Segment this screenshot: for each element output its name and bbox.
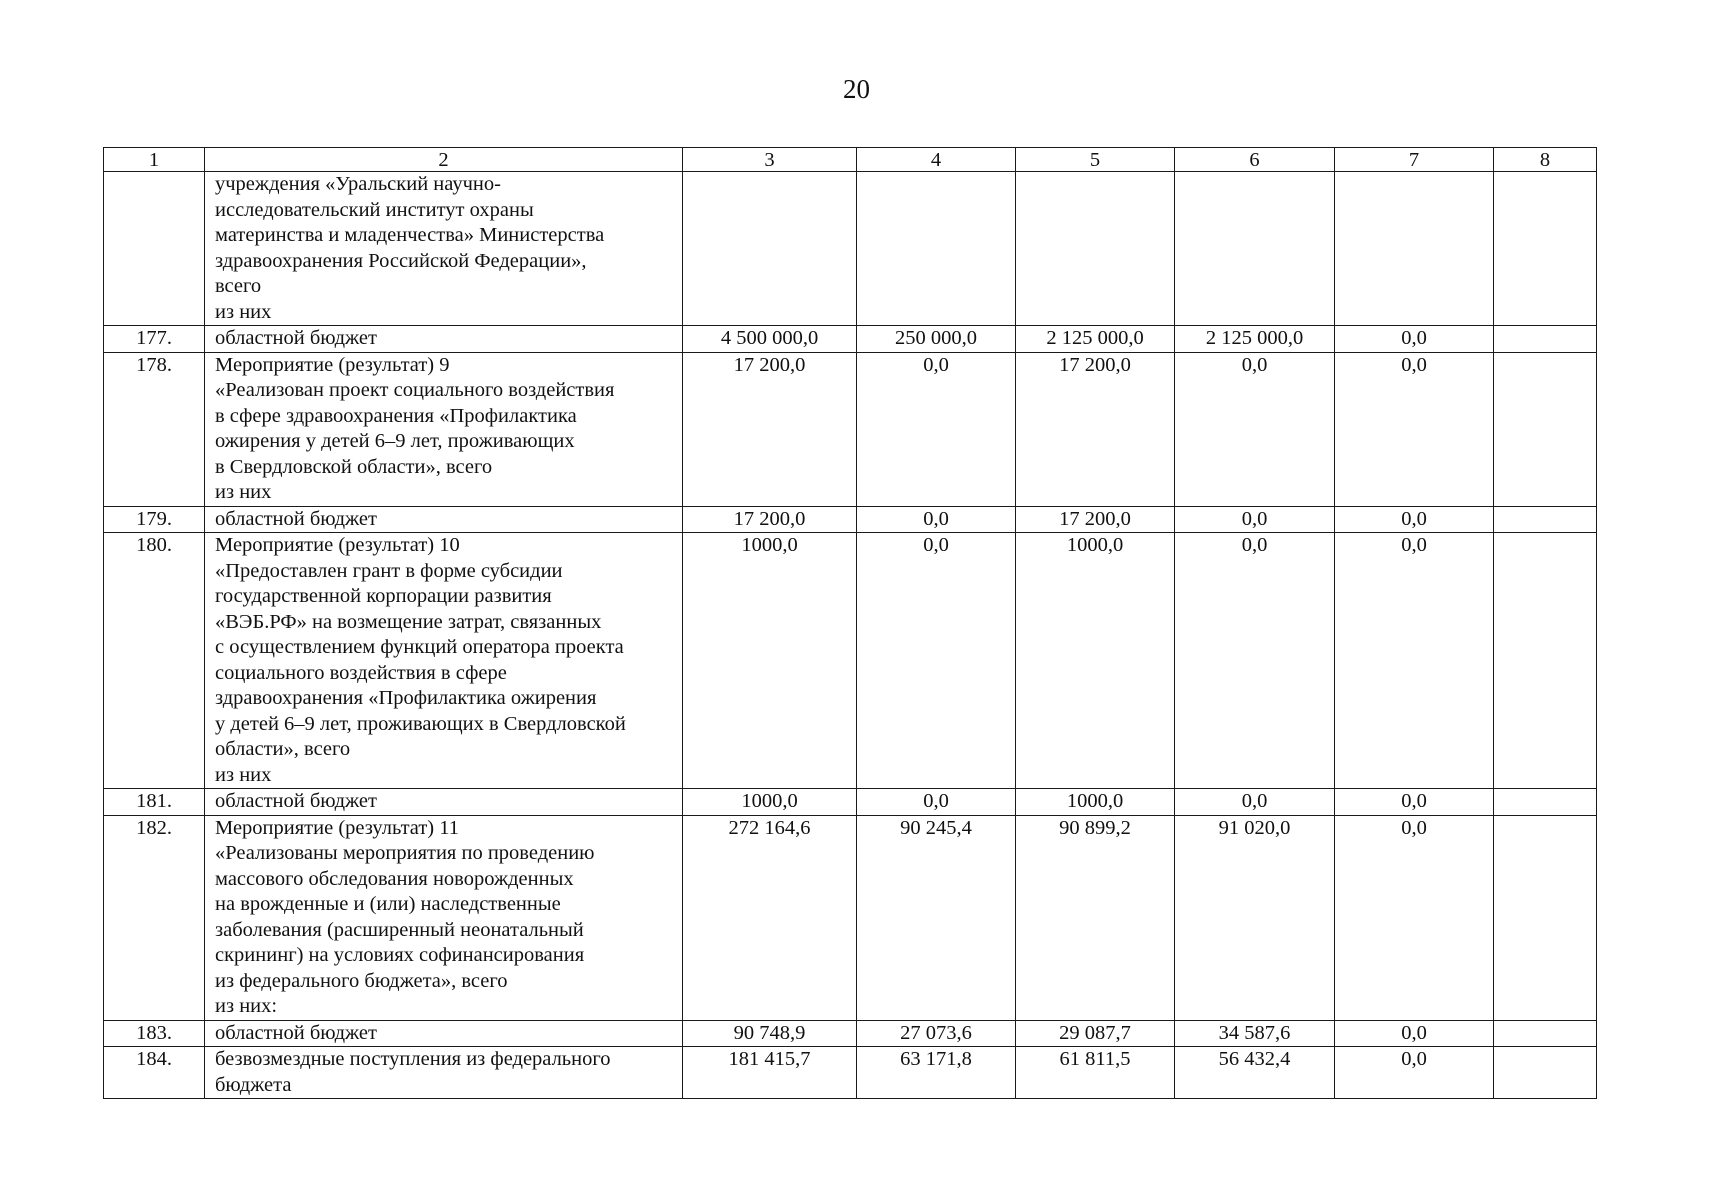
value-cell-col6: 56 432,4 bbox=[1175, 1047, 1335, 1099]
description-cell: областной бюджет bbox=[205, 506, 683, 533]
value-cell-col6: 91 020,0 bbox=[1175, 815, 1335, 1020]
table-row bbox=[104, 815, 1597, 1020]
description-cell: областной бюджет bbox=[205, 1020, 683, 1047]
value-cell-col7: 0,0 bbox=[1335, 1047, 1494, 1099]
value-cell-col7: 0,0 bbox=[1335, 789, 1494, 816]
value-cell-col4: 0,0 bbox=[857, 352, 1016, 506]
value-cell-col3: 181 415,7 bbox=[683, 1047, 857, 1099]
description-cell: учреждения «Уральский научно- исследовательский институт охраны материнства и младенчества» Министерства здравоохранения Российской Федерации», всего из них bbox=[205, 172, 683, 326]
value-cell-col8 bbox=[1494, 1020, 1597, 1047]
value-cell-col3: 90 748,9 bbox=[683, 1020, 857, 1047]
value-cell-col5: 1000,0 bbox=[1016, 789, 1175, 816]
table-header-row bbox=[104, 148, 1597, 172]
column-header-7: 7 bbox=[1335, 148, 1494, 172]
value-cell-col5: 17 200,0 bbox=[1016, 352, 1175, 506]
row-number-cell: 184. bbox=[104, 1047, 205, 1099]
budget-table bbox=[103, 147, 1597, 1099]
value-cell-col4: 0,0 bbox=[857, 533, 1016, 789]
column-header-5: 5 bbox=[1016, 148, 1175, 172]
table-row bbox=[104, 506, 1597, 533]
column-header-3: 3 bbox=[683, 148, 857, 172]
description-cell: Мероприятие (результат) 10 «Предоставлен грант в форме субсидии государственной корпорации развития «ВЭБ.РФ» на возмещение затрат, связанных с осуществлением функций оператора проекта социального воздействия в сфере здравоохранения «Профилактика ожирения у детей 6–9 лет, проживающих в Свердловской области», всего из них bbox=[205, 533, 683, 789]
value-cell-col4: 250 000,0 bbox=[857, 326, 1016, 353]
row-number-cell: 183. bbox=[104, 1020, 205, 1047]
value-cell-col7: 0,0 bbox=[1335, 326, 1494, 353]
value-cell-col8 bbox=[1494, 326, 1597, 353]
row-number-cell: 178. bbox=[104, 352, 205, 506]
value-cell-col3: 1000,0 bbox=[683, 789, 857, 816]
column-header-8: 8 bbox=[1494, 148, 1597, 172]
value-cell-col3 bbox=[683, 172, 857, 326]
value-cell-col4: 90 245,4 bbox=[857, 815, 1016, 1020]
value-cell-col5: 90 899,2 bbox=[1016, 815, 1175, 1020]
value-cell-col5: 1000,0 bbox=[1016, 533, 1175, 789]
description-cell: Мероприятие (результат) 9 «Реализован проект социального воздействия в сфере здравоохранения «Профилактика ожирения у детей 6–9 лет, проживающих в Свердловской области», всего из них bbox=[205, 352, 683, 506]
value-cell-col8 bbox=[1494, 815, 1597, 1020]
value-cell-col6: 0,0 bbox=[1175, 789, 1335, 816]
value-cell-col6: 0,0 bbox=[1175, 533, 1335, 789]
value-cell-col5: 17 200,0 bbox=[1016, 506, 1175, 533]
value-cell-col8 bbox=[1494, 172, 1597, 326]
column-header-6: 6 bbox=[1175, 148, 1335, 172]
row-number-cell: 179. bbox=[104, 506, 205, 533]
value-cell-col4: 0,0 bbox=[857, 506, 1016, 533]
value-cell-col7: 0,0 bbox=[1335, 815, 1494, 1020]
description-cell: областной бюджет bbox=[205, 789, 683, 816]
table-row bbox=[104, 1047, 1597, 1099]
value-cell-col4: 0,0 bbox=[857, 789, 1016, 816]
column-header-4: 4 bbox=[857, 148, 1016, 172]
value-cell-col6: 0,0 bbox=[1175, 352, 1335, 506]
value-cell-col5: 29 087,7 bbox=[1016, 1020, 1175, 1047]
value-cell-col8 bbox=[1494, 1047, 1597, 1099]
row-number-cell: 177. bbox=[104, 326, 205, 353]
description-cell: областной бюджет bbox=[205, 326, 683, 353]
column-header-2: 2 bbox=[205, 148, 683, 172]
page-number: 20 bbox=[843, 74, 870, 104]
row-number-cell: 180. bbox=[104, 533, 205, 789]
value-cell-col6: 34 587,6 bbox=[1175, 1020, 1335, 1047]
value-cell-col7: 0,0 bbox=[1335, 506, 1494, 533]
table-row bbox=[104, 533, 1597, 789]
value-cell-col4: 27 073,6 bbox=[857, 1020, 1016, 1047]
description-cell: Мероприятие (результат) 11 «Реализованы мероприятия по проведению массового обследования новорожденных на врожденные и (или) наследственные заболевания (расширенный неонатальный скрининг) на условиях софинансирования из федерального бюджета», всего из них: bbox=[205, 815, 683, 1020]
description-cell: безвозмездные поступления из федерального бюджета bbox=[205, 1047, 683, 1099]
value-cell-col6 bbox=[1175, 172, 1335, 326]
value-cell-col8 bbox=[1494, 533, 1597, 789]
table-row bbox=[104, 789, 1597, 816]
value-cell-col3: 17 200,0 bbox=[683, 506, 857, 533]
table-row bbox=[104, 172, 1597, 326]
value-cell-col7: 0,0 bbox=[1335, 1020, 1494, 1047]
row-number-cell: 182. bbox=[104, 815, 205, 1020]
value-cell-col8 bbox=[1494, 789, 1597, 816]
value-cell-col7 bbox=[1335, 172, 1494, 326]
value-cell-col3: 17 200,0 bbox=[683, 352, 857, 506]
table-row bbox=[104, 1020, 1597, 1047]
row-number-cell bbox=[104, 172, 205, 326]
value-cell-col3: 272 164,6 bbox=[683, 815, 857, 1020]
value-cell-col5: 61 811,5 bbox=[1016, 1047, 1175, 1099]
row-number-cell: 181. bbox=[104, 789, 205, 816]
value-cell-col7: 0,0 bbox=[1335, 352, 1494, 506]
table-row bbox=[104, 352, 1597, 506]
value-cell-col4: 63 171,8 bbox=[857, 1047, 1016, 1099]
value-cell-col8 bbox=[1494, 352, 1597, 506]
value-cell-col4 bbox=[857, 172, 1016, 326]
value-cell-col7: 0,0 bbox=[1335, 533, 1494, 789]
value-cell-col3: 1000,0 bbox=[683, 533, 857, 789]
value-cell-col6: 0,0 bbox=[1175, 506, 1335, 533]
value-cell-col3: 4 500 000,0 bbox=[683, 326, 857, 353]
column-header-1: 1 bbox=[104, 148, 205, 172]
value-cell-col6: 2 125 000,0 bbox=[1175, 326, 1335, 353]
value-cell-col5: 2 125 000,0 bbox=[1016, 326, 1175, 353]
value-cell-col8 bbox=[1494, 506, 1597, 533]
table-row bbox=[104, 326, 1597, 353]
value-cell-col5 bbox=[1016, 172, 1175, 326]
